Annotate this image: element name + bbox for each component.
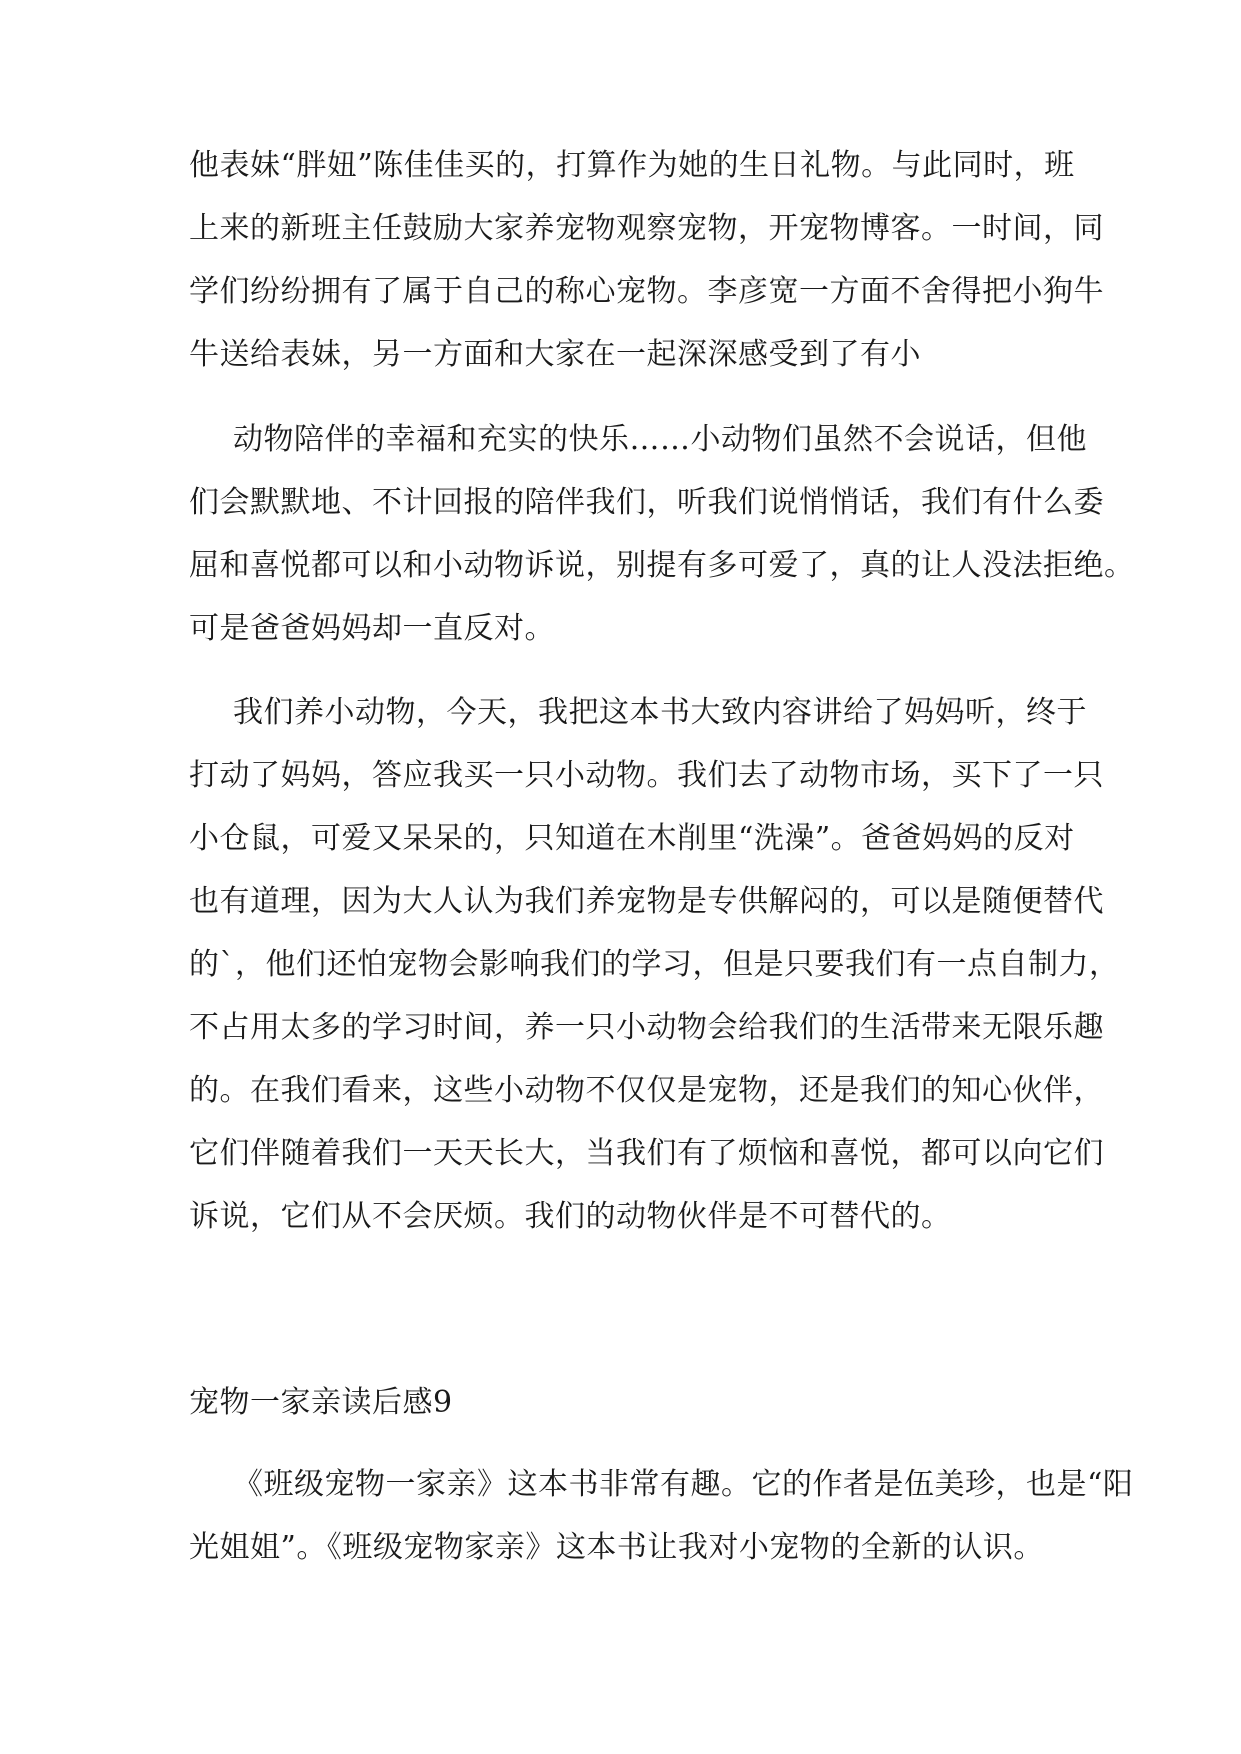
paragraph-3-line-6: 不占用太多的学习时间，养一只小动物会给我们的生活带来无限乐趣 bbox=[189, 1010, 1104, 1045]
paragraph-3-line-1: 我们养小动物，今天，我把这本书大致内容讲给了妈妈听，终于 bbox=[233, 695, 1087, 730]
paragraph-2-line-3: 屈和喜悦都可以和小动物诉说，别提有多可爱了，真的让人没法拒绝。 bbox=[189, 548, 1135, 583]
paragraph-3-line-8: 它们伴随着我们一天天长大，当我们有了烦恼和喜悦，都可以向它们 bbox=[189, 1136, 1104, 1171]
paragraph-3-line-5: 的`，他们还怕宠物会影响我们的学习，但是只要我们有一点自制力， bbox=[189, 947, 1120, 982]
paragraph-3-line-2: 打动了妈妈，答应我买一只小动物。我们去了动物市场，买下了一只 bbox=[189, 758, 1104, 793]
paragraph-3-line-7: 的。在我们看来，这些小动物不仅仅是宠物，还是我们的知心伙伴， bbox=[189, 1073, 1104, 1108]
section-heading: 宠物一家亲读后感9 bbox=[189, 1385, 453, 1420]
paragraph-1-line-1: 他表妹“胖妞”陈佳佳买的，打算作为她的生日礼物。与此同时，班 bbox=[189, 148, 1075, 183]
paragraph-1-line-2: 上来的新班主任鼓励大家养宠物观察宠物，开宠物博客。一时间，同 bbox=[189, 211, 1104, 246]
paragraph-2-line-2: 们会默默地、不计回报的陪伴我们，听我们说悄悄话，我们有什么委 bbox=[189, 485, 1104, 520]
final-paragraph-line-1: 《班级宠物一家亲》这本书非常有趣。它的作者是伍美珍，也是“阳 bbox=[233, 1467, 1134, 1502]
paragraph-1-line-3: 学们纷纷拥有了属于自己的称心宠物。李彦宽一方面不舍得把小狗牛 bbox=[189, 274, 1104, 309]
paragraph-2-line-1: 动物陪伴的幸福和充实的快乐……小动物们虽然不会说话，但他 bbox=[233, 422, 1087, 457]
final-paragraph-line-2: 光姐姐”。《班级宠物家亲》这本书让我对小宠物的全新的认识。 bbox=[189, 1530, 1044, 1565]
paragraph-2-line-4: 可是爸爸妈妈却一直反对。 bbox=[189, 611, 555, 646]
paragraph-3-line-3: 小仓鼠，可爱又呆呆的，只知道在木削里“洗澡”。爸爸妈妈的反对 bbox=[189, 821, 1075, 856]
paragraph-3-line-9: 诉说，它们从不会厌烦。我们的动物伙伴是不可替代的。 bbox=[189, 1199, 952, 1234]
paragraph-3-line-4: 也有道理，因为大人认为我们养宠物是专供解闷的，可以是随便替代 bbox=[189, 884, 1104, 919]
paragraph-1-line-4: 牛送给表妹，另一方面和大家在一起深深感受到了有小 bbox=[189, 337, 921, 372]
